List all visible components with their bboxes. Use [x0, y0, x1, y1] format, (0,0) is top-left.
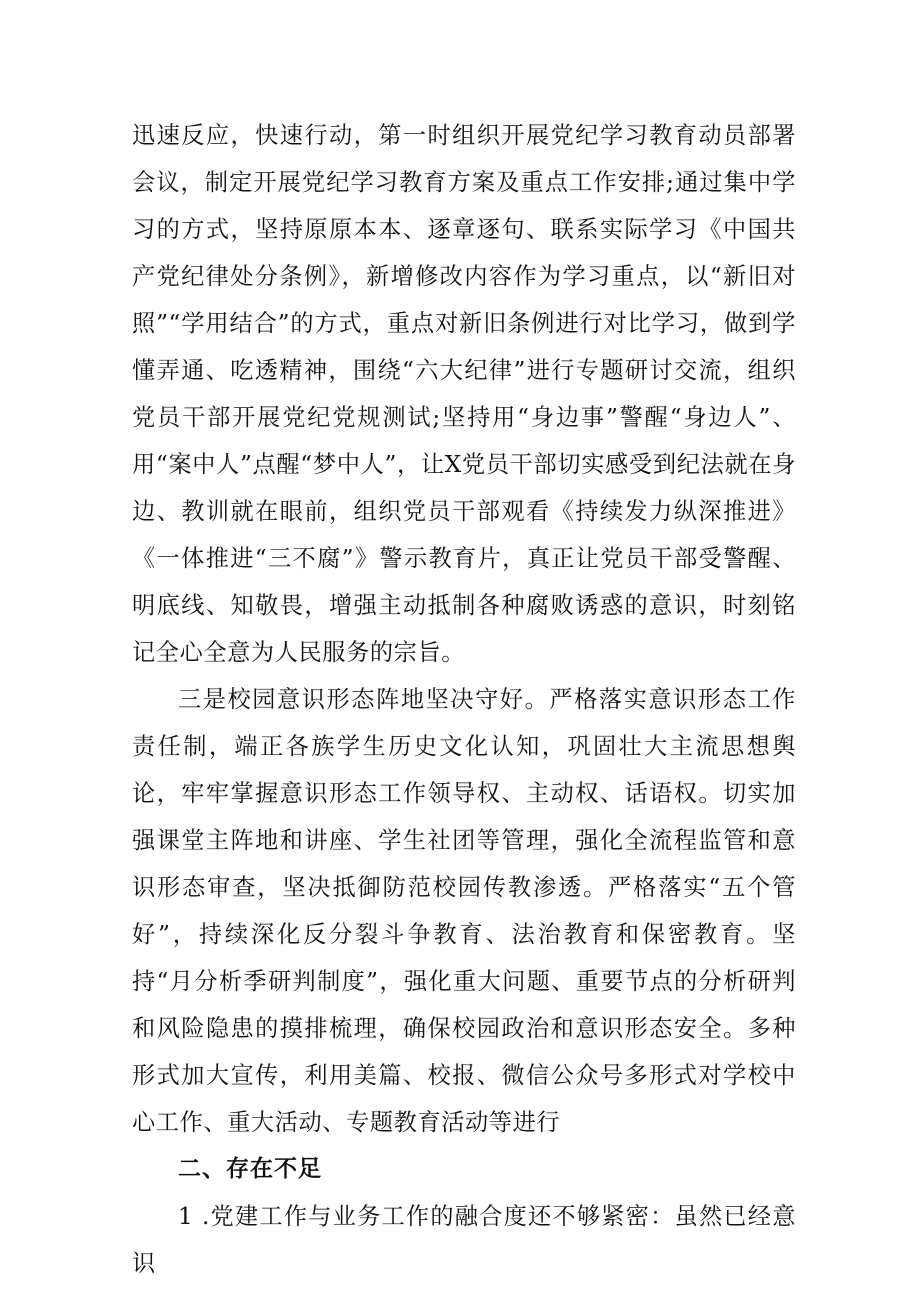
paragraph-ideology-campus: 三是校园意识形态阵地坚决守好。严格落实意识形态工作责任制，端正各族学生历史文化认知，巩固壮大主流思想舆论，牢牢掌握意识形态工作领导权、主动权、话语权。切实加强课堂主阵地和讲座、学生社团等管理，强化全流程监管和意识形态审查，坚决抵御防范校园传教渗透。严格落实“五个管好”，持续深化反分裂斗争教育、法治教育和保密教育。坚持“月分析季研判制度”，强化重大问题、重要节点的分析研判和风险隐患的摸排梳理，确保校园政治和意识形态安全。多种形式加大宣传，利用美篇、校报、微信公众号多形式对学校中心工作、重大活动、专题教育活动等进行: [132, 686, 796, 1136]
section-heading-shortcomings: 二、存在不足: [178, 1156, 322, 1182]
document-body: [132, 112, 796, 1287]
list-item-1: 1 .党建工作与业务工作的融合度还不够紧密：虽然已经意识: [132, 1203, 796, 1277]
paragraph-discipline-education: 迅速反应，快速行动，第一时组织开展党纪学习教育动员部署会议，制定开展党纪学习教育方案及重点工作安排;通过集中学习的方式，坚持原原本本、逐章逐句、联系实际学习《中国共产党纪律处分条例》，新增修改内容作为学习重点，以“新旧对照”“学用结合”的方式，重点对新旧条例进行对比学习，做到学懂弄通、吃透精神，围绕“六大纪律”进行专题研讨交流，组织党员干部开展党纪党规测试;坚持用“身边事”警醒“身边人”、用“案中人”点醒“梦中人”，让X党员干部切实感受到纪法就在身边、教训就在眼前，组织党员干部观看《持续发力纵深推进》《一体推进“三不腐”》警示教育片，真正让党员干部受警醒、明底线、知敬畏，增强主动抵制各种腐败诱惑的意识，时刻铭记全心全意为人民服务的宗旨。: [132, 122, 796, 666]
